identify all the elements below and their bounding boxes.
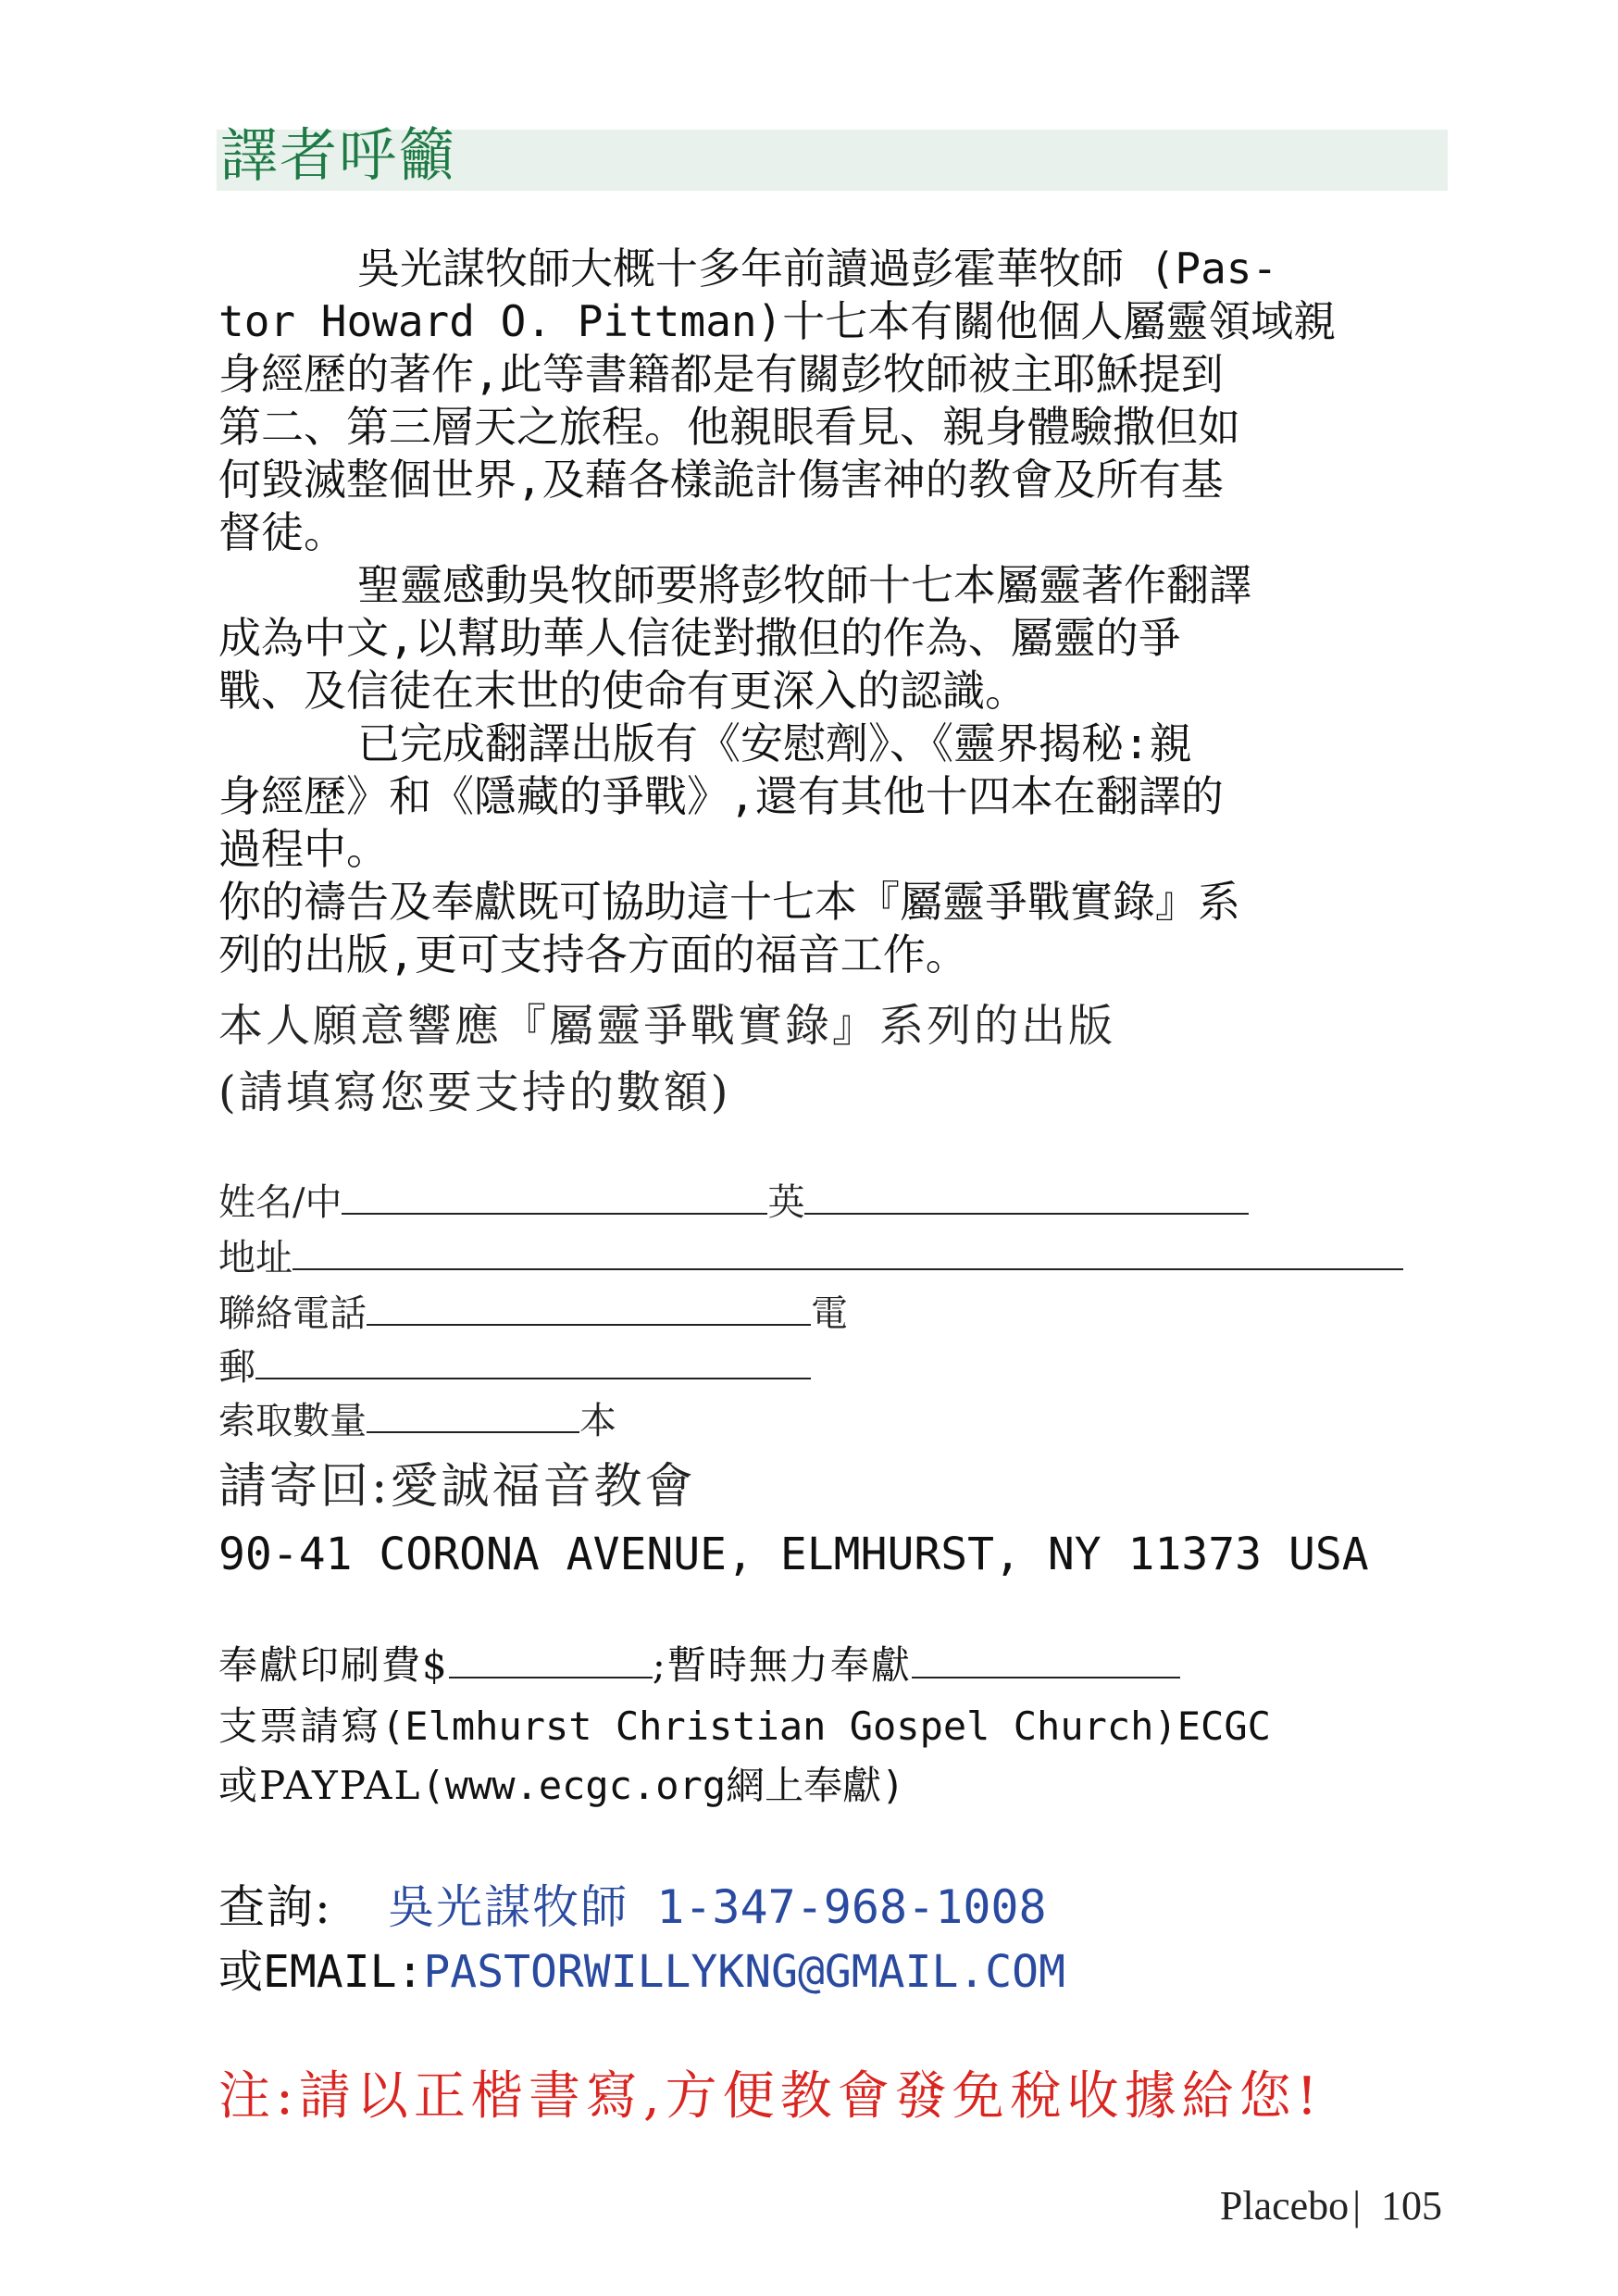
paypal-row [218,1759,904,1813]
email-row [218,1341,811,1394]
paragraph-line: 成為中文,以幫助華人信徒對撒但的作為、屬靈的爭 [218,613,1181,663]
quantity-unit: 本 [579,1400,616,1442]
paragraph-line: 列的出版,更可支持各方面的福音工作。 [218,930,968,980]
footer-book-title: Placebo [1219,2183,1350,2228]
email-label-part-1: 電 [811,1292,848,1335]
paragraph-line: 身經歷的著作,此等書籍都是有關彭牧師被主耶穌提到 [218,349,1224,399]
paragraph-1 [218,243,1459,559]
name-label: 姓名/中 [218,1181,342,1224]
mailing-address: 90-41 CORONA AVENUE, ELMHURST, NY 11373 USA [218,1529,1369,1580]
paragraph-line: 何毀滅整個世界,及藉各樣詭計傷害神的教會及所有基 [218,455,1224,505]
paragraph-line: 聖靈感動吳牧師要將彭牧師十七本屬靈著作翻譯 [357,560,1251,610]
inquiry-row [218,1878,1047,1937]
response-line: 本人願意響應『屬靈爭戰實錄』系列的出版 [218,1000,1116,1052]
paragraph-line: 你的禱告及奉獻既可協助這十七本『屬靈爭戰實錄』系 [218,877,1240,927]
cheque-payee: (Elmhurst Christian Gospel Church)ECGC [381,1703,1271,1749]
pastor-name: 吳光謀牧師 [388,1880,629,1934]
quantity-row [218,1394,616,1448]
address-label: 地址 [218,1237,292,1279]
red-note: 注:請以正楷書寫,方便教會發免稅收據給您! [218,2066,1324,2127]
paragraph-3 [218,718,1459,876]
phone-row [218,1287,848,1341]
amount-prompt: (請填寫您要支持的數額) [218,1067,731,1118]
quantity-label: 索取數量 [218,1400,367,1442]
quantity-field[interactable] [367,1394,579,1433]
name-english-label: 英 [767,1181,805,1224]
unable-label: 暫時無力奉獻 [666,1642,912,1688]
email-prefix: 或EMAIL: [218,1946,424,1998]
paypal-prefix: 或PAYPAL [218,1763,422,1808]
contact-phone[interactable]: 1-347-968-1008 [656,1880,1047,1934]
address-row [218,1231,1403,1285]
email-contact-row [218,1942,1065,2002]
paragraph-line: 督徒。 [218,507,346,557]
print-fee-label: 奉獻印刷費$ [218,1642,449,1688]
paragraph-line: 身經歷》和《隱藏的爭戰》,還有其他十四本在翻譯的 [218,771,1224,821]
contact-email[interactable]: PASTORWILLYKNG@GMAIL.COM [423,1946,1065,1998]
paypal-text: (www.ecgc.org網上奉獻) [421,1763,905,1808]
paragraph-line: 戰、及信徒在末世的使命有更深入的認識。 [218,666,1027,716]
email-field[interactable] [255,1341,811,1379]
paragraph-4 [218,876,1459,981]
footer-separator: | [1352,2183,1361,2228]
page-heading: 譯者呼籲 [220,121,458,189]
paragraph-line: tor Howard O. Pittman)十七本有關他個人屬靈領域親 [218,296,1337,346]
paragraph-line: 吳光謀牧師大概十多年前讀過彭霍華牧師 (Pas- [357,243,1278,293]
page-number: 105 [1381,2183,1442,2228]
cheque-row [218,1700,1271,1753]
name-chinese-field[interactable] [342,1176,767,1215]
paragraph-line: 已完成翻譯出版有《安慰劑》、《靈界揭秘:親 [357,718,1192,768]
unable-field[interactable] [912,1640,1180,1678]
print-fee-field[interactable] [449,1640,653,1678]
address-field[interactable] [292,1231,1403,1270]
phone-label: 聯絡電話 [218,1292,367,1335]
name-row [218,1176,1249,1229]
paragraph-line: 第二、第三層天之旅程。他親眼看見、親身體驗撒但如 [218,402,1240,452]
cheque-label: 支票請寫 [218,1703,382,1749]
offering-separator: ; [652,1642,667,1688]
mail-to-label: 請寄回:愛誠福音教會 [218,1459,696,1515]
name-english-field[interactable] [804,1176,1249,1215]
paragraph-2 [218,559,1459,718]
offering-row [218,1639,1180,1692]
inquiry-label: 查詢: [218,1880,332,1934]
phone-field[interactable] [367,1287,811,1326]
page-footer [1220,2180,1442,2232]
email-label-part-2: 郵 [218,1346,255,1389]
paragraph-line: 過程中。 [218,824,389,874]
